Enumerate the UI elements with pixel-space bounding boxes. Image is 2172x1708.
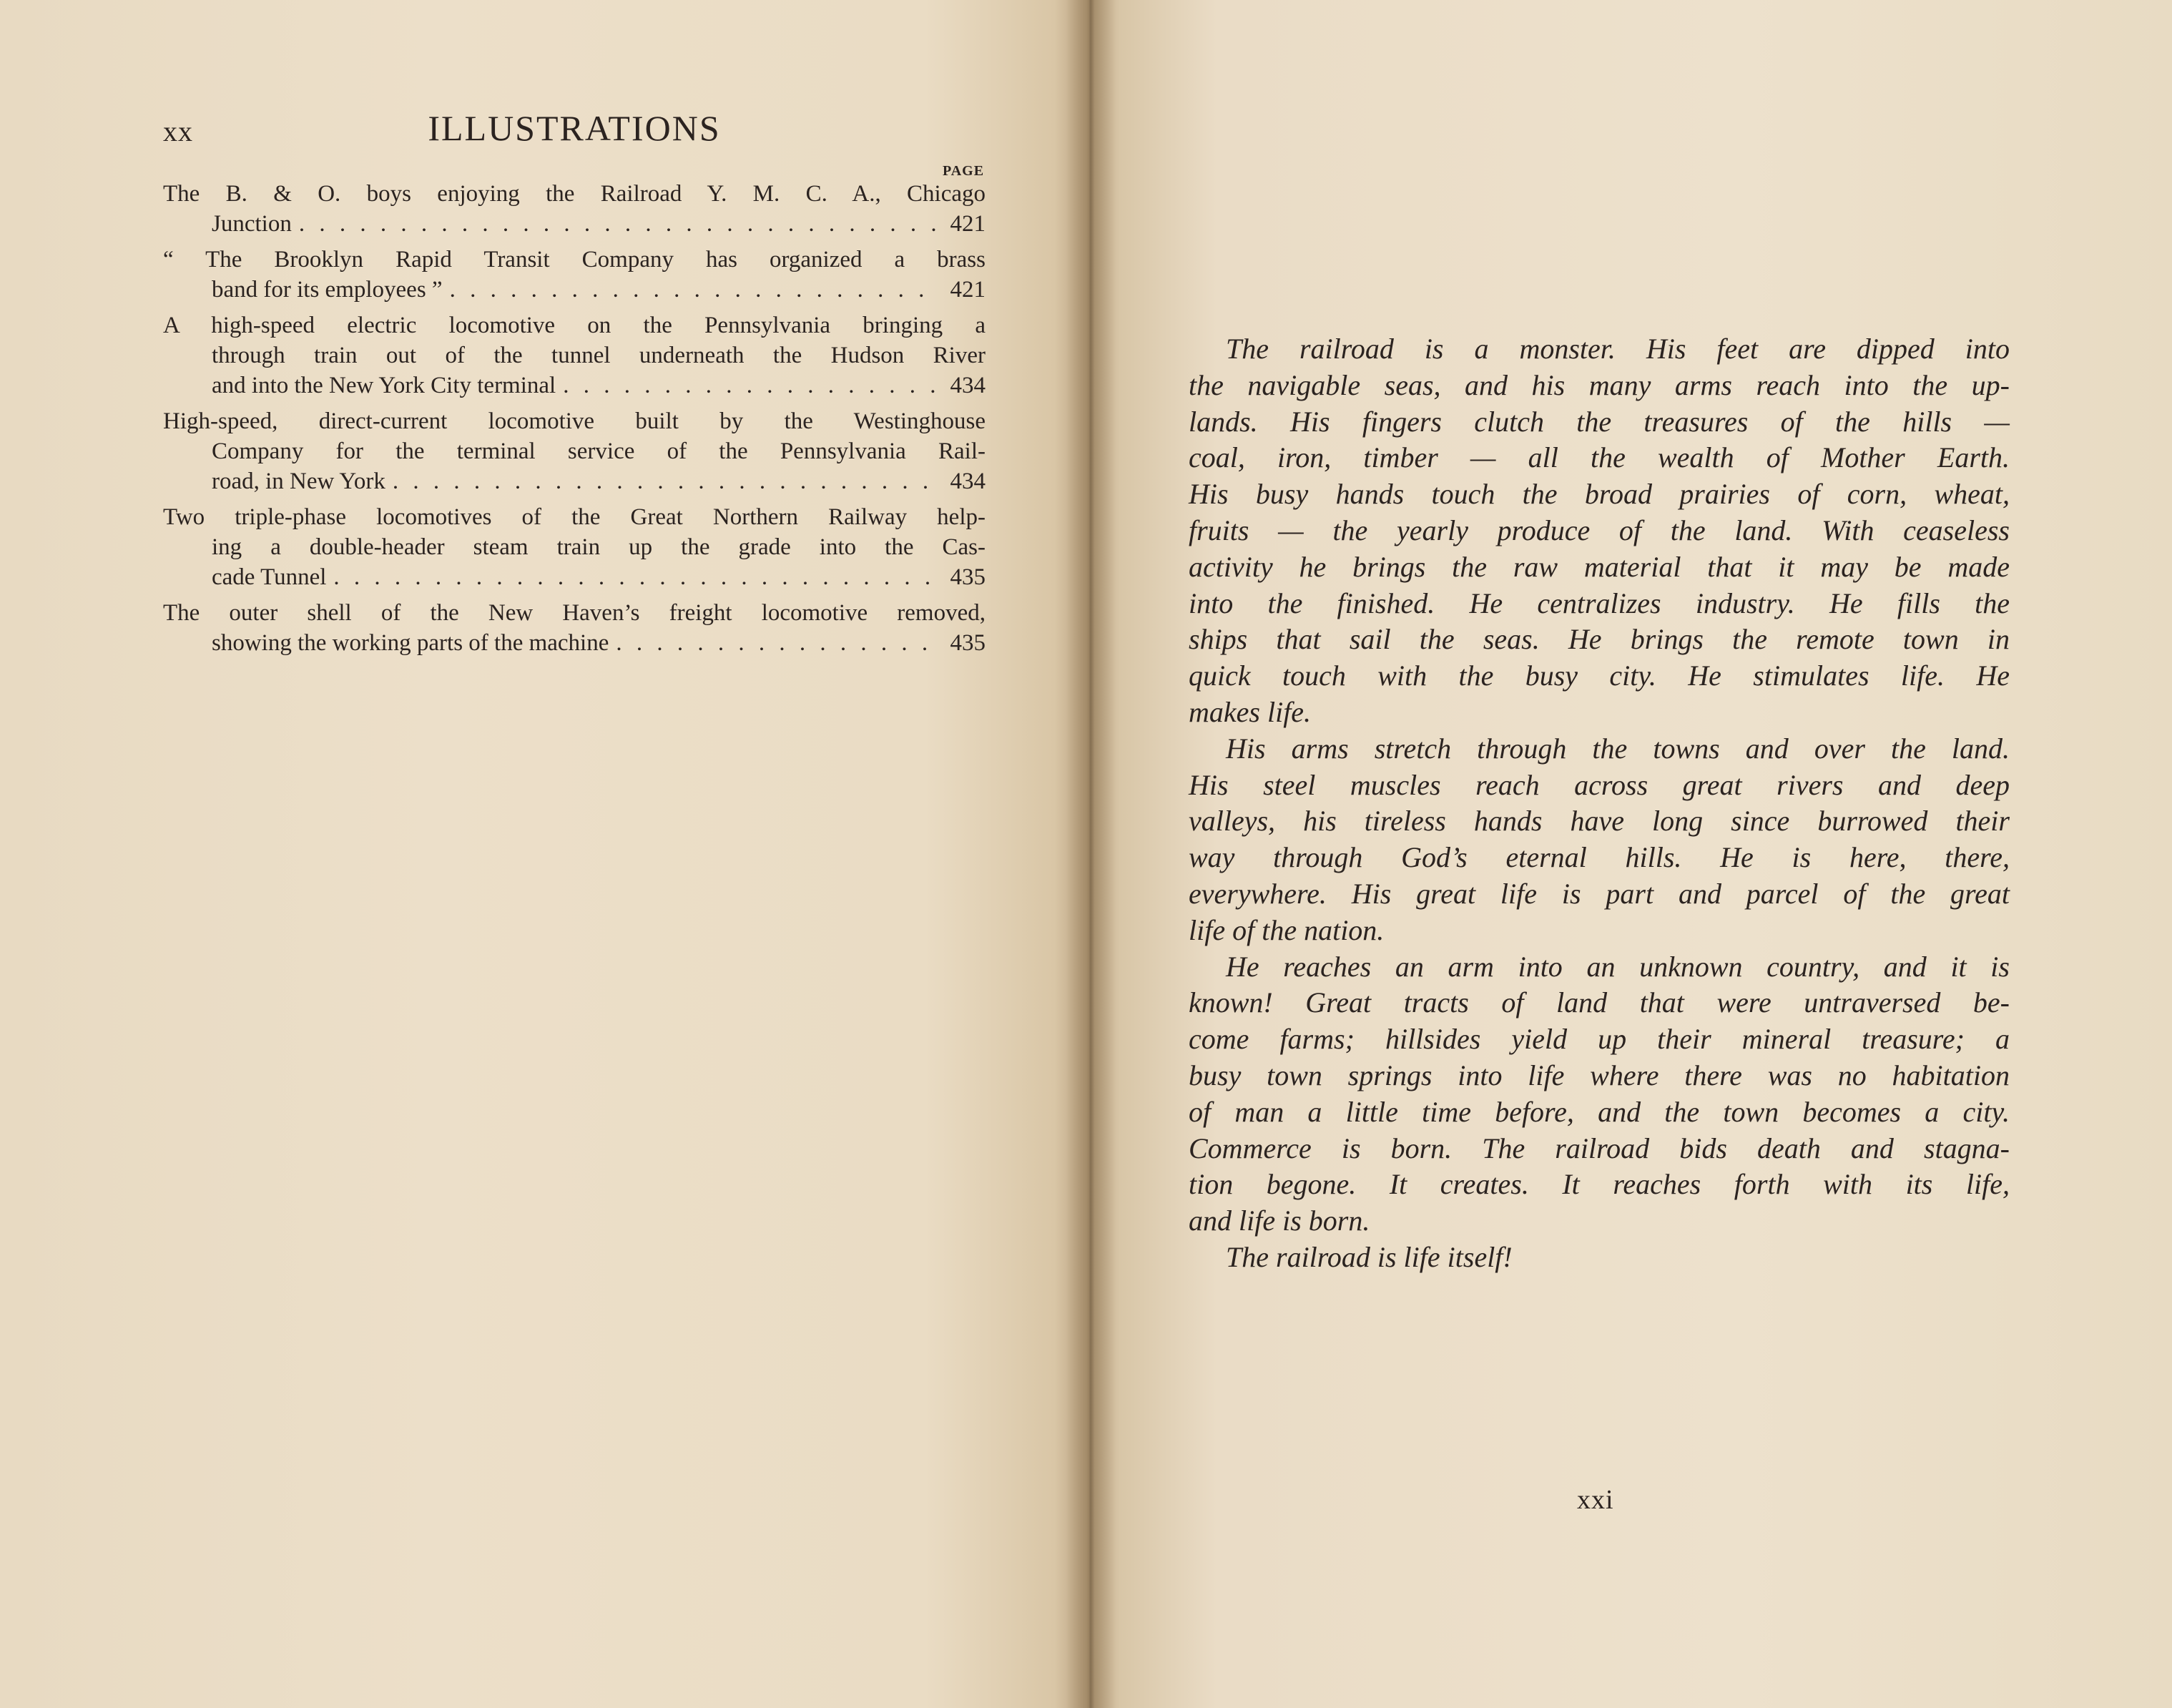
text-line: busy town springs into life where there was no habitation [1189,1059,2010,1091]
entry-text-line: ing a double-header steam train up the grade into the Cas- [212,534,986,560]
illustration-list [163,179,986,664]
entry-text-line: “ The Brooklyn Rapid Transit Company has organized a brass [163,247,986,273]
list-item [163,310,986,401]
entry-text-end: road, in New York [212,468,385,494]
text-line: His steel muscles reach across great rivers and deep [1189,768,2010,801]
leader-dots [450,275,937,305]
entry-final-line [163,370,986,401]
leader-dots [333,562,937,592]
list-item [163,502,986,592]
entry-page-number: 434 [950,468,986,494]
text-line: tion begone. It creates. It reaches forth with its life, [1189,1168,2010,1201]
page-number-left: xx [163,115,193,147]
list-item [163,406,986,496]
page-title: ILLUSTRATIONS [428,108,721,148]
text-line: valleys, his tireless hands have long since burrowed their [1189,805,2010,838]
entry-page-number: 434 [950,373,986,398]
entry-final-line [163,275,986,305]
page-number-right: xxi [1577,1485,1614,1515]
leader-dots [299,209,937,239]
text-line: known! Great tracts of land that were untraversed be- [1189,986,2010,1019]
list-item [163,245,986,305]
entry-text-line: Company for the terminal service of the Pennsylvania Rail- [212,438,986,464]
entry-text-end: cade Tunnel [212,564,327,590]
entry-text-end: Junction [212,211,292,237]
entry-text-line: The B. & O. boys enjoying the Railroad Y. M. C. A., Chicago [163,181,986,207]
entry-text-end: band for its employees ” [212,277,443,303]
text-line: way through God’s eternal hills. He is here, there, [1189,841,2010,874]
entry-page-number: 421 [950,277,986,303]
leader-dots [563,370,937,401]
entry-text-line: High-speed, direct-current locomotive built by the Westinghouse [163,408,986,434]
text-line: The railroad is life itself! [1226,1240,1513,1273]
text-line: His arms stretch through the towns and over the land. [1226,732,2010,765]
text-line: life of the nation. [1189,913,1385,946]
leader-dots [393,466,937,496]
list-item [163,598,986,658]
book-gutter [1066,0,1116,1708]
text-line: His busy hands touch the broad prairies of corn, wheat, [1189,478,2010,511]
text-line: into the finished. He centralizes industry. He fills the [1189,586,2010,619]
text-line: makes life. [1189,695,1312,728]
text-line: everywhere. His great life is part and parcel of the great [1189,877,2010,910]
page-column-label: PAGE [943,163,985,179]
text-line: activity he brings the raw material that it may be made [1189,550,2010,583]
text-line: of man a little time before, and the town becomes a city. [1189,1095,2010,1128]
entry-final-line [163,628,986,658]
text-line: and life is born. [1189,1204,1370,1237]
entry-page-number: 435 [950,630,986,656]
text-line: He reaches an arm into an unknown country, and it is [1226,950,2010,983]
entry-text-line: The outer shell of the New Haven’s freight locomotive removed, [163,600,986,626]
text-line: quick touch with the busy city. He stimulates life. He [1189,659,2010,692]
text-line: fruits — the yearly produce of the land. With ceaseless [1189,514,2010,546]
entry-text-line: Two triple-phase locomotives of the Great Northern Railway help- [163,504,986,530]
text-line: The railroad is a monster. His feet are dipped into [1226,333,2010,365]
text-line: ships that sail the seas. He brings the remote town in [1189,623,2010,656]
prose-passage [1189,331,2010,1276]
running-head [163,107,986,150]
leader-dots [616,628,937,658]
text-line: coal, iron, timber — all the wealth of Mother Earth. [1189,441,2010,474]
entry-final-line [163,466,986,496]
entry-text-line: through train out of the tunnel underneath the Hudson River [212,343,986,368]
list-item [163,179,986,239]
entry-final-line [163,209,986,239]
text-line: come farms; hillsides yield up their mineral treasure; a [1189,1023,2010,1056]
entry-final-line [163,562,986,592]
entry-page-number: 421 [950,211,986,237]
text-line: the navigable seas, and his many arms reach into the up- [1189,368,2010,401]
text-line: Commerce is born. The railroad bids death and stagna- [1189,1132,2010,1164]
entry-text-line: A high-speed electric locomotive on the Pennsylvania bringing a [163,313,986,338]
entry-text-end: and into the New York City terminal [212,373,556,398]
text-line: lands. His fingers clutch the treasures of the hills — [1189,405,2010,438]
entry-text-end: showing the working parts of the machine [212,630,609,656]
entry-page-number: 435 [950,564,986,590]
